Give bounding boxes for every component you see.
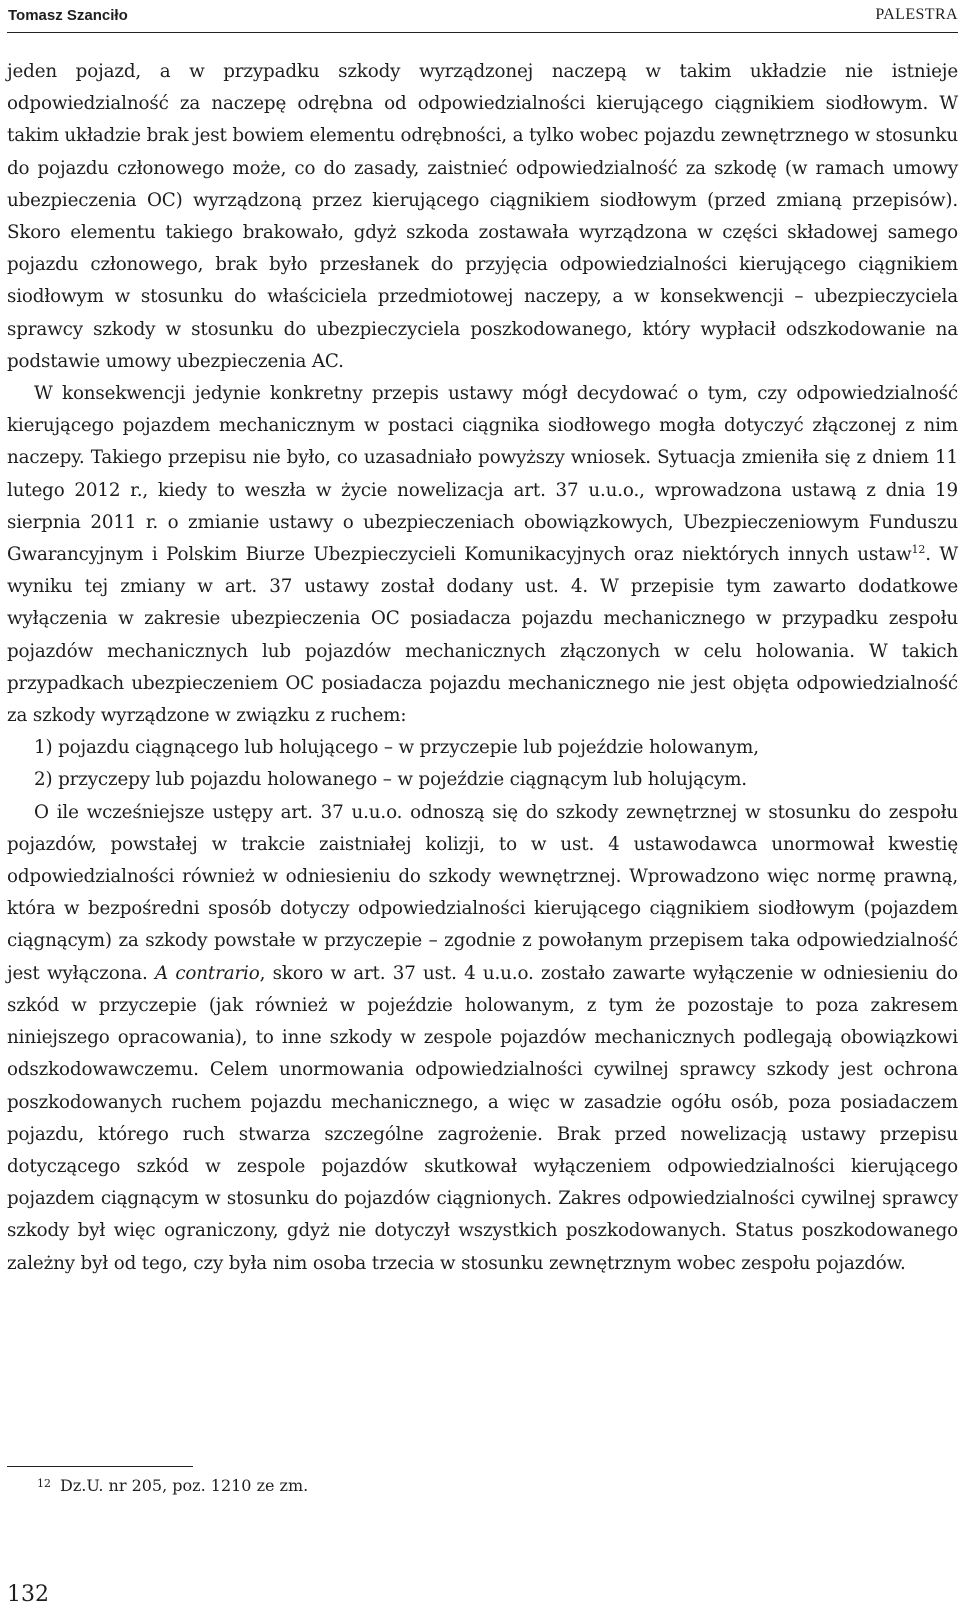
header-journal-title: PALESTRA bbox=[875, 6, 958, 23]
paragraph-2 bbox=[7, 378, 958, 732]
footnote-reference-12: 12 bbox=[911, 543, 926, 557]
header-divider bbox=[7, 32, 958, 33]
list-item-1: 1) pojazdu ciągnącego lub holującego – w przyczepie lub pojeździe holowanym, bbox=[34, 737, 759, 759]
paragraph-2-text-a: W konsekwencji jedynie konkretny przepis ustawy mógł decydować o tym, czy odpowiedzialność kierującego pojazdem mechanicznym w postaci ciągnika siodłowego mogła dotyczyć złączonej z nim naczepy. Takiego przepisu nie było, co uzasadniało powyższy wniosek. Sytuacja zmieniła się z dniem 11 lutego 2012 r., kiedy to weszła w życie nowelizacja art. 37 u.u.o., wprowadzona ustawą z dnia 19 sierpnia 2011 r. o zmianie ustawy o ubezpieczeniach obowiązkowych, Ubezpieczeniowym Funduszu Gwarancyjnym i Polskim Biurze Ubezpieczycieli Komunikacyjnych oraz niektórych innych ustaw bbox=[7, 383, 958, 566]
header-author: Tomasz Szanciło bbox=[8, 6, 128, 24]
footnote-divider bbox=[7, 1466, 193, 1467]
paragraph-1: jeden pojazd, a w przypadku szkody wyrządzonej naczepą w takim układzie nie istnieje odpowiedzialność za naczepę odrębna od odpowiedzialności kierującego ciągnikiem siodłowym. W takim układzie brak jest bowiem elementu odrębności, a tylko wobec pojazdu zewnętrznego w stosunku do pojazdu członowego może, co do zasady, zaistnieć odpowiedzialność za szkodę (w ramach umowy ubezpieczenia OC) wyrządzoną przez kierującego ciągnikiem siodłowym (przed zmianą przepisów). Skoro elementu takiego brakowało, gdyż szkoda zostawała wyrządzona w części składowej samego pojazdu członowego, brak było przesłanek do przyjęcia odpowiedzialności kierującego ciągnikiem siodłowym w stosunku do właściciela przedmiotowej naczepy, a w konsekwencji – ubezpieczyciela sprawcy szkody w stosunku do ubezpieczyciela poszkodowanego, który wypłacił odszkodowanie na podstawie umowy ubezpieczenia AC. bbox=[7, 61, 958, 372]
paragraph-2-text-b: . W wyniku tej zmiany w art. 37 ustawy został dodany ust. 4. W przepisie tym zawarto dodatkowe wyłączenia w zakresie ubezpieczenia OC posiadacza pojazdu mechanicznego w przypadku zespołu pojazdów mechanicznych lub pojazdów mechanicznych złączonych w celu holowania. W takich przypadkach ubezpieczeniem OC posiadacza pojazdu mechanicznego nie jest objęta odpowiedzialność za szkody wyrządzone w związku z ruchem: bbox=[7, 544, 958, 727]
page-number: 132 bbox=[7, 1582, 49, 1607]
paragraph-3 bbox=[7, 797, 958, 1280]
running-header bbox=[8, 2, 958, 28]
paragraph-3-text-a: O ile wcześniejsze ustępy art. 37 u.u.o. odnoszą się do szkody zewnętrznej w stosunku do zespołu pojazdów, powstałej w trakcie zaistniałej kolizji, to w ust. 4 ustawodawca unormował kwestię odpowiedzialności również w odniesieniu do szkody wewnętrznej. Wprowadzono więc normę prawną, która w bezpośredni sposób dotyczy odpowiedzialności kierującego ciągnikiem siodłowym (pojazdem ciągnącym) za szkody powstałe w przyczepie – zgodnie z powołanym przepisem taka odpowiedzialność jest wyłączona. bbox=[7, 801, 958, 984]
article-body bbox=[7, 56, 958, 1280]
footnote-marker: 12 bbox=[37, 1477, 51, 1490]
footnote-12 bbox=[37, 1476, 308, 1495]
a-contrario-phrase: A contrario bbox=[154, 962, 260, 984]
footnote-text: Dz.U. nr 205, poz. 1210 ze zm. bbox=[60, 1476, 309, 1495]
list-item-2: 2) przyczepy lub pojazdu holowanego – w pojeździe ciągnącym lub holującym. bbox=[34, 769, 747, 791]
paragraph-3-text-b: , skoro w art. 37 ust. 4 u.u.o. zostało zawarte wyłączenie w odniesieniu do szkód w przyczepie (jak również w pojeździe holowanym, z tym że pozostaje to poza zakresem niniejszego opracowania), to inne szkody w zespole pojazdów mechanicznych podlegają obowiązkowi odszkodowawczemu. Celem unormowania odpowiedzialności cywilnej sprawcy szkody jest ochrona poszkodowanych ruchem pojazdu mechanicznego, a więc w zasadzie ogółu osób, poza posiadaczem pojazdu, którego ruch stwarza szczególne zagrożenie. Brak przed nowelizacją ustawy przepisu dotyczącego szkód w zespole pojazdów skutkował wyłączeniem odpowiedzialności kierującego pojazdem ciągnącym w stosunku do pojazdów ciągnionych. Zakres odpowiedzialności cywilnej sprawcy szkody był więc ograniczony, gdyż nie dotyczył wszystkich poszkodowanych. Status poszkodowanego zależny był od tego, czy była nim osoba trzecia w stosunku zewnętrznym wobec zespołu pojazdów. bbox=[7, 962, 958, 1274]
